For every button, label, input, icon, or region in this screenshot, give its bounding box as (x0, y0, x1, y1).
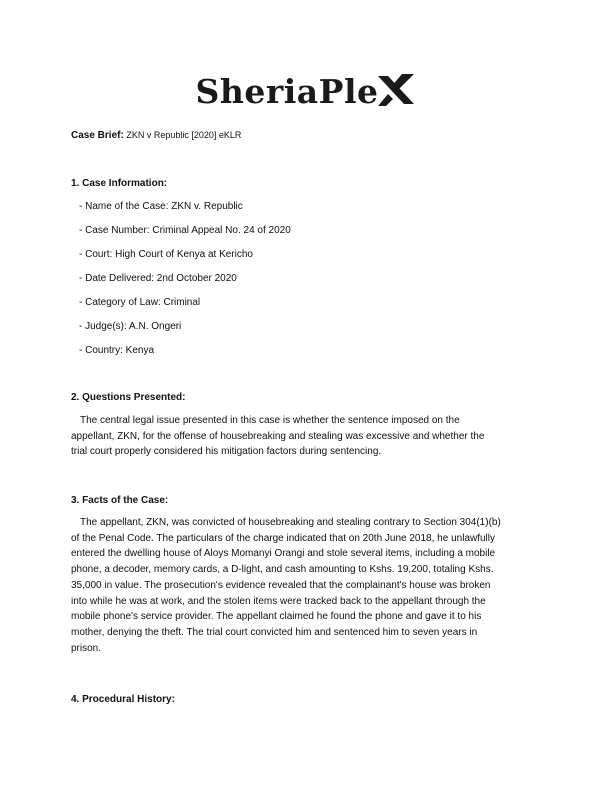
paragraph-line: The central legal issue presented in this case is whether the sentence imposed on the (80, 415, 460, 426)
case-info-item: - Court: High Court of Kenya at Kericho (79, 249, 253, 260)
paragraph-line: into while he was at work, and the stolen items were tracked back to the appellant through the (71, 595, 486, 607)
section-heading-procedural-history: 4. Procedural History: (71, 694, 175, 705)
logo-x-mark (376, 72, 416, 108)
section-heading-questions-presented: 2. Questions Presented: (71, 392, 186, 403)
case-brief-label: Case Brief: (71, 130, 124, 141)
paragraph-line: trial court properly considered his mitigation factors during sentencing. (71, 446, 382, 458)
case-info-item: - Country: Kenya (79, 345, 155, 356)
facts-paragraph (71, 515, 541, 656)
section-heading-facts: 3. Facts of the Case: (71, 495, 169, 506)
paragraph-line: entered the dwelling house of Aloys Momanyi Orangi and stole several items, including a mobile (71, 548, 496, 560)
paragraph-line: appellant, ZKN, for the offense of housebreaking and stealing was excessive and whether the (71, 430, 485, 442)
paragraph-line: phone, a decoder, memory cards, a D-light, and cash amounting to Kshs. 19,200, totaling Kshs. (71, 564, 494, 576)
case-info-item: - Category of Law: Criminal (79, 297, 201, 308)
case-brief-title: ZKN v Republic [2020] eKLR (126, 130, 242, 140)
case-info-item: - Judge(s): A.N. Ongeri (79, 321, 182, 332)
paragraph-line: of the Penal Code. The particulars of the charge indicated that on 20th June 2018, he unlawfully (71, 532, 495, 544)
paragraph-line: mother, denying the theft. The trial court convicted him and sentenced him to seven years in (71, 626, 478, 638)
section-heading-case-information: 1. Case Information: (71, 178, 168, 189)
paragraph-line: The appellant, ZKN, was convicted of housebreaking and stealing contrary to Section 304(1)(b) (80, 517, 501, 528)
paragraph-line: 35,000 in value. The prosecution's evidence revealed that the complainant's house was broken (71, 579, 491, 591)
case-info-item: - Name of the Case: ZKN v. Republic (79, 201, 243, 212)
case-brief-line (71, 130, 241, 141)
paragraph-line: mobile phone's service provider. The appellant claimed he found the phone and gave it to his (71, 611, 482, 623)
case-info-item: - Date Delivered: 2nd October 2020 (79, 273, 237, 284)
case-info-item: - Case Number: Criminal Appeal No. 24 of 2020 (79, 225, 291, 236)
sheriaplex-logo (0, 71, 612, 111)
paragraph-line: prison. (71, 642, 102, 654)
logo-wordmark: SheriaPle (195, 71, 379, 111)
questions-paragraph (71, 413, 541, 460)
